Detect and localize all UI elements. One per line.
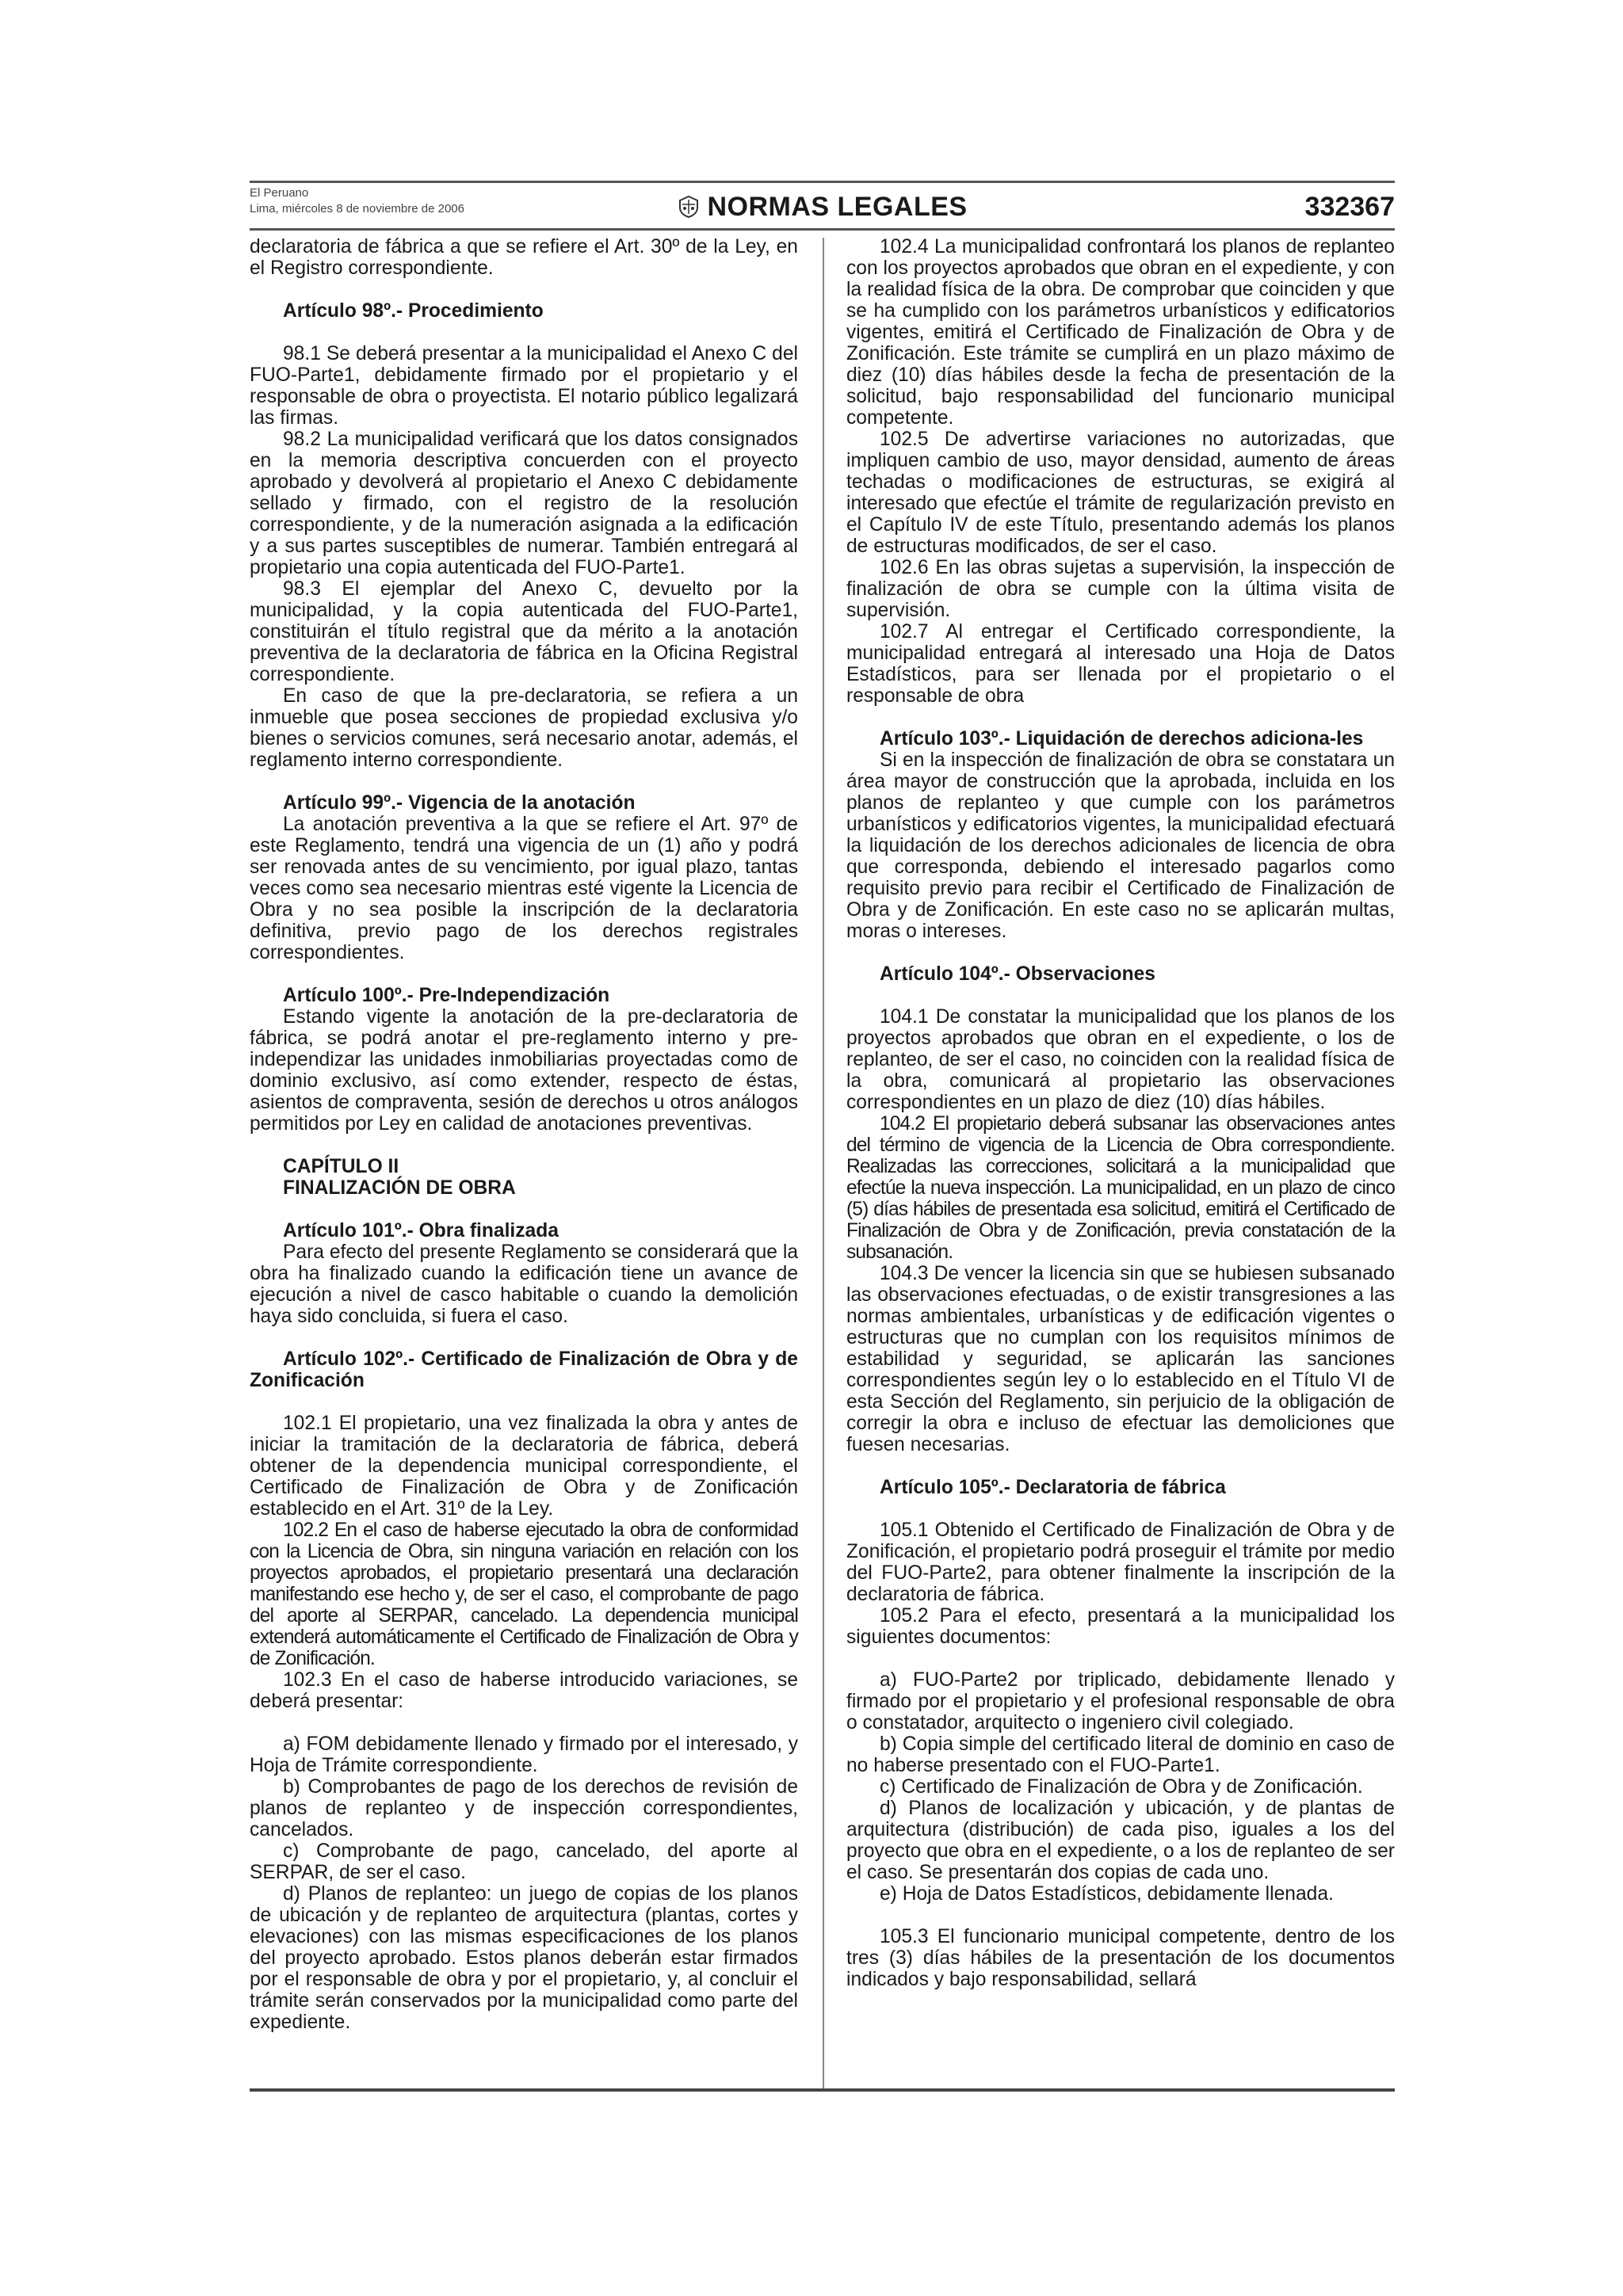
list-item: e) Hoja de Datos Estadísticos, debidamente llenada. <box>880 1883 1334 1905</box>
list-item: b) Copia simple del certificado literal de dominio en caso de no haberse presentado con el FUO-Parte1. <box>846 1733 1395 1776</box>
paragraph: 98.3 El ejemplar del Anexo C, devuelto por la municipalidad, y la copia autenticada del FUO-Parte1, constituirán el título registral que da mérito a la anotación preventiva de la declaratoria de fábrica en la Oficina Registral correspondiente. <box>250 578 798 685</box>
publication-date: Lima, miércoles 8 de noviembre de 2006 <box>250 202 464 215</box>
coat-of-arms-icon <box>677 195 701 219</box>
section-title: NORMAS LEGALES <box>707 192 968 222</box>
paragraph: En caso de que la pre-declaratoria, se refiera a un inmueble que posea secciones de propiedad exclusiva y/o bienes o servicios comunes, será necesario anotar, además, el reglamento interno correspondiente. <box>250 685 798 771</box>
list-item: a) FOM debidamente llenado y firmado por el interesado, y Hoja de Trámite correspondiente. <box>250 1733 798 1776</box>
header-bottom-rule <box>250 228 1395 231</box>
chapter-title: FINALIZACIÓN DE OBRA <box>283 1177 516 1199</box>
article-heading: Artículo 105º.- Declaratoria de fábrica <box>880 1477 1226 1498</box>
paragraph: 105.3 El funcionario municipal competente, dentro de los tres (3) días hábiles de la presentación de los documentos indicados y bajo responsabilidad, sellará <box>846 1926 1395 1990</box>
paragraph: 98.1 Se deberá presentar a la municipalidad el Anexo C del FUO-Parte1, debidamente firmado por el propietario y el responsable de obra o proyectista. El notario público legalizará las firmas. <box>250 343 798 429</box>
paragraph: 104.2 El propietario deberá subsanar las observaciones antes del término de vigencia de la Licencia de Obra correspondiente. Realizadas las correcciones, solicitará a la municipalidad que efectúe la nueva inspección. La municipalidad, en un plazo de cinco (5) días hábiles de presentada esa solicitud, emitirá el Certificado de Finalización de Obra y de Zonificación, previa constatación de la subsanación. <box>846 1113 1395 1263</box>
paragraph: 102.2 En el caso de haberse ejecutado la obra de conformidad con la Licencia de Obra, sin ninguna variación en relación con los proyectos aprobados, el propietario presentará una declaración manifestando ese hecho y, de ser el caso, el comprobante de pago del aporte al SERPAR, cancelado. La dependencia municipal extenderá automáticamente el Certificado de Finalización de Obra y de Zonificación. <box>250 1520 798 1669</box>
paragraph: 105.2 Para el efecto, presentará a la municipalidad los siguientes documentos: <box>846 1605 1395 1648</box>
paragraph: 102.6 En las obras sujetas a supervisión, la inspección de finalización de obra se cumple con la última visita de supervisión. <box>846 557 1395 621</box>
paragraph: declaratoria de fábrica a que se refiere el Art. 30º de la Ley, en el Registro correspondiente. <box>250 236 798 279</box>
chapter-heading <box>250 1156 798 1199</box>
article-heading: Artículo 103º.- Liquidación de derechos adiciona-les <box>880 728 1364 749</box>
publication-name: El Peruano <box>250 186 309 200</box>
paragraph: Si en la inspección de finalización de obra se constatara un área mayor de construcción que la aprobada, incluida en los planos de replanteo y que cumple con los parámetros urbanísticos y edificatorios vigentes, la municipalidad efectuará la liquidación de los derechos adicionales de licencia de obra que corresponda, debiendo el interesado pagarlos como requisito previo para recibir el Certificado de Finalización de Obra y de Zonificación. En este caso no se aplicarán multas, moras o intereses. <box>846 749 1395 942</box>
article-heading: Artículo 102º.- Certificado de Finalización de Obra y de Zonificación <box>250 1348 798 1391</box>
article-heading: Artículo 100º.- Pre-Independización <box>283 985 610 1006</box>
list-item: b) Comprobantes de pago de los derechos de revisión de planos de replanteo y de inspección correspondientes, cancelados. <box>250 1776 798 1840</box>
paragraph: 104.3 De vencer la licencia sin que se hubiesen subsanado las observaciones efectuadas, o de existir transgresiones a las normas ambientales, urbanísticas y de edificación vigentes o estructuras que no cumplan con los requisitos mínimos de estabilidad y seguridad, se aplicarán las sanciones correspondientes según ley o lo establecido en el Título VI de esta Sección del Reglamento, sin perjuicio de la obligación de corregir la obra e incluso de efectuar las demoliciones que fuesen necesarias. <box>846 1263 1395 1455</box>
article-heading: Artículo 101º.- Obra finalizada <box>283 1220 559 1241</box>
paragraph: 102.5 De advertirse variaciones no autorizadas, que impliquen cambio de uso, mayor densidad, aumento de áreas techadas o modificaciones de estructuras, se exigirá al interesado que efectúe el trámite de regularización previsto en el Capítulo IV de este Título, presentando además los planos de estructuras modificados, de ser el caso. <box>846 429 1395 557</box>
list-item: d) Planos de replanteo: un juego de copias de los planos de ubicación y de replanteo de arquitectura (plantas, cortes y elevaciones) con las mismas especificaciones de los planos del proyecto aprobado. Estos planos deberán estar firmados por el responsable de obra y por el propietario, y, al concluir el trámite serán conservados por la municipalidad como parte del expediente. <box>250 1883 798 2033</box>
article-heading: Artículo 99º.- Vigencia de la anotación <box>283 792 636 814</box>
page-header <box>250 181 1395 225</box>
paragraph: Para efecto del presente Reglamento se considerará que la obra ha finalizado cuando la edificación tiene un avance de ejecución a nivel de casco habitable o cuando la demolición haya sido concluida, si fuera el caso. <box>250 1241 798 1327</box>
list-item: c) Comprobante de pago, cancelado, del aporte al SERPAR, de ser el caso. <box>250 1840 798 1883</box>
article-heading: Artículo 104º.- Observaciones <box>880 963 1155 985</box>
page-number: 332367 <box>1304 192 1395 222</box>
paragraph: Estando vigente la anotación de la pre-declaratoria de fábrica, se podrá anotar el pre-reglamento interno y pre-independizar las unidades inmobiliarias proyectadas como de dominio exclusivo, así como extender, respecto de éstas, asientos de compraventa, sesión de derechos u otros análogos permitidos por Ley en calidad de anotaciones preventivas. <box>250 1006 798 1135</box>
paragraph: 105.1 Obtenido el Certificado de Finalización de Obra y de Zonificación, el propietario podrá proseguir el trámite por medio del FUO-Parte2, para obtener finalmente la inscripción de la declaratoria de fábrica. <box>846 1520 1395 1605</box>
paragraph: 102.7 Al entregar el Certificado correspondiente, la municipalidad entregará al interesado una Hoja de Datos Estadísticos, para ser llenada por el propietario o el responsable de obra <box>846 621 1395 707</box>
paragraph: 98.2 La municipalidad verificará que los datos consignados en la memoria descriptiva concuerden con el proyecto aprobado y devolverá al propietario el Anexo C debidamente sellado y firmado, con el registro de la resolución correspondiente, y de la numeración asignada a la edificación y a sus partes susceptibles de numerar. También entregará al propietario una copia autenticada del FUO-Parte1. <box>250 429 798 578</box>
list-item: d) Planos de localización y ubicación, y de plantas de arquitectura (distribución) de cada piso, iguales a los del proyecto que obra en el expediente, o a los de replanteo de ser el caso. Se presentarán dos copias de cada uno. <box>846 1798 1395 1883</box>
section-masthead <box>250 192 1395 223</box>
article-heading: Artículo 98º.- Procedimiento <box>283 300 544 322</box>
paragraph: 102.3 En el caso de haberse introducido variaciones, se deberá presentar: <box>250 1669 798 1712</box>
chapter-number: CAPÍTULO II <box>283 1156 399 1177</box>
list-item: a) FUO-Parte2 por triplicado, debidamente llenado y firmado por el propietario y el profesional responsable de obra o constatador, arquitecto o ingeniero civil colegiado. <box>846 1669 1395 1733</box>
paragraph: 104.1 De constatar la municipalidad que los planos de los proyectos aprobados que obran en el expediente, o los de replanteo, de ser el caso, no coinciden con la realidad física de la obra, comunicará al propietario las observaciones correspondientes en un plazo de diez (10) días hábiles. <box>846 1006 1395 1113</box>
left-column <box>250 236 798 2033</box>
paragraph: 102.1 El propietario, una vez finalizada la obra y antes de iniciar la tramitación de la declaratoria de fábrica, deberá obtener de la dependencia municipal correspondiente, el Certificado de Finalización de Obra y de Zonificación establecido en el Art. 31º de la Ley. <box>250 1413 798 1520</box>
paragraph: 102.4 La municipalidad confrontará los planos de replanteo con los proyectos aprobados que obran en el expediente, y con la realidad física de la obra. De comprobar que coinciden y que se ha cumplido con los parámetros urbanísticos y edificatorios vigentes, emitirá el Certificado de Finalización de Obra y de Zonificación. Este trámite se cumplirá en un plazo máximo de diez (10) días hábiles desde la fecha de presentación de la solicitud, bajo responsabilidad del funcionario municipal competente. <box>846 236 1395 429</box>
footer-rule <box>250 2088 1395 2092</box>
right-column <box>846 236 1395 1990</box>
list-item: c) Certificado de Finalización de Obra y de Zonificación. <box>880 1776 1363 1798</box>
paragraph: La anotación preventiva a la que se refiere el Art. 97º de este Reglamento, tendrá una vigencia de un (1) año y podrá ser renovada antes de su vencimiento, por igual plazo, tantas veces como sea necesario mientras esté vigente la Licencia de Obra y no sea posible la inscripción de la declaratoria definitiva, previo pago de los derechos registrales correspondientes. <box>250 814 798 963</box>
column-divider <box>823 238 824 2088</box>
